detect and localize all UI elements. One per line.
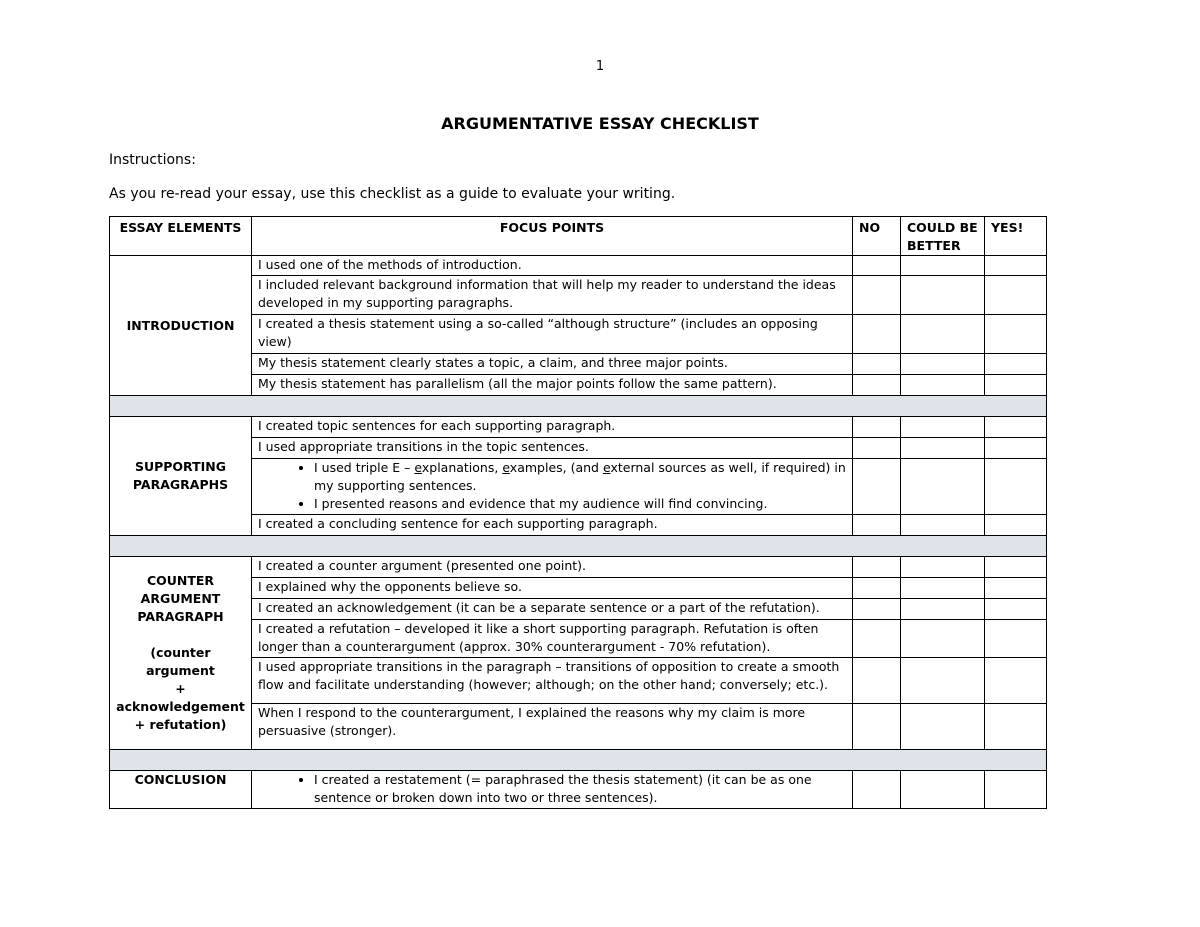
focus-point: I created a concluding sentence for each supporting paragraph. bbox=[252, 515, 853, 536]
focus-point: I used one of the methods of introduction. bbox=[252, 256, 853, 276]
could-be-better-checkbox-cell[interactable] bbox=[901, 599, 985, 620]
focus-point: When I respond to the counterargument, I explained the reasons why my claim is more persuasive (stronger). bbox=[252, 704, 853, 750]
focus-point: I created a refutation – developed it like a short supporting paragraph. Refutation is often longer than a counterargument (approx. 30% counterargument - 70% refutation). bbox=[252, 620, 853, 658]
header-row bbox=[110, 217, 1047, 256]
yes-checkbox-cell[interactable] bbox=[985, 557, 1047, 578]
yes-checkbox-cell[interactable] bbox=[985, 315, 1047, 354]
bullet-triple-e: • I used triple E – explanations, examples, (and external sources as well, if required) in my supporting sentences. bbox=[314, 459, 846, 495]
yes-checkbox-cell[interactable] bbox=[985, 578, 1047, 599]
focus-point: My thesis statement has parallelism (all the major points follow the same pattern). bbox=[252, 375, 853, 396]
yes-checkbox-cell[interactable] bbox=[985, 276, 1047, 315]
no-checkbox-cell[interactable] bbox=[853, 438, 901, 459]
yes-checkbox-cell[interactable] bbox=[985, 256, 1047, 276]
header-essay-elements: ESSAY ELEMENTS bbox=[110, 217, 252, 256]
yes-checkbox-cell[interactable] bbox=[985, 704, 1047, 750]
could-be-better-checkbox-cell[interactable] bbox=[901, 704, 985, 750]
no-checkbox-cell[interactable] bbox=[853, 256, 901, 276]
table-row bbox=[110, 557, 1047, 578]
focus-point: I created an acknowledgement (it can be a separate sentence or a part of the refutation). bbox=[252, 599, 853, 620]
could-be-better-checkbox-cell[interactable] bbox=[901, 658, 985, 704]
header-no: NO bbox=[853, 217, 901, 256]
yes-checkbox-cell[interactable] bbox=[985, 354, 1047, 375]
could-be-better-checkbox-cell[interactable] bbox=[901, 276, 985, 315]
could-be-better-checkbox-cell[interactable] bbox=[901, 375, 985, 396]
no-checkbox-cell[interactable] bbox=[853, 276, 901, 315]
counter-argument-label: COUNTER ARGUMENT PARAGRAPH (counter argument + acknowledgement + refutation) bbox=[110, 557, 252, 750]
no-checkbox-cell[interactable] bbox=[853, 771, 901, 809]
could-be-better-checkbox-cell[interactable] bbox=[901, 515, 985, 536]
focus-point-bullets bbox=[252, 459, 853, 515]
document-title: ARGUMENTATIVE ESSAY CHECKLIST bbox=[441, 114, 759, 133]
could-be-better-checkbox-cell[interactable] bbox=[901, 417, 985, 438]
focus-point: I included relevant background information that will help my reader to understand the ideas developed in my supporting paragraphs. bbox=[252, 276, 853, 315]
instructions-text: As you re-read your essay, use this checklist as a guide to evaluate your writing. bbox=[109, 186, 676, 202]
instructions-label: Instructions: bbox=[109, 152, 196, 168]
no-checkbox-cell[interactable] bbox=[853, 354, 901, 375]
could-be-better-checkbox-cell[interactable] bbox=[901, 438, 985, 459]
could-be-better-checkbox-cell[interactable] bbox=[901, 620, 985, 658]
yes-checkbox-cell[interactable] bbox=[985, 658, 1047, 704]
no-checkbox-cell[interactable] bbox=[853, 515, 901, 536]
yes-checkbox-cell[interactable] bbox=[985, 438, 1047, 459]
page-number: 1 bbox=[595, 59, 605, 74]
section-separator bbox=[110, 536, 1047, 557]
focus-point: I created a counter argument (presented one point). bbox=[252, 557, 853, 578]
no-checkbox-cell[interactable] bbox=[853, 578, 901, 599]
no-checkbox-cell[interactable] bbox=[853, 620, 901, 658]
yes-checkbox-cell[interactable] bbox=[985, 599, 1047, 620]
yes-checkbox-cell[interactable] bbox=[985, 771, 1047, 809]
focus-point: I created a thesis statement using a so-called “although structure” (includes an opposing view) bbox=[252, 315, 853, 354]
could-be-better-checkbox-cell[interactable] bbox=[901, 354, 985, 375]
could-be-better-checkbox-cell[interactable] bbox=[901, 315, 985, 354]
focus-point: I used appropriate transitions in the paragraph – transitions of opposition to create a smooth flow and facilitate understanding (however; although; on the other hand; conversely; etc.). bbox=[252, 658, 853, 704]
no-checkbox-cell[interactable] bbox=[853, 315, 901, 354]
bullet-reasons-evidence: • I presented reasons and evidence that my audience will find convincing. bbox=[314, 495, 846, 513]
section-separator bbox=[110, 396, 1047, 417]
table-row bbox=[110, 417, 1047, 438]
header-focus-points: FOCUS POINTS bbox=[252, 217, 853, 256]
supporting-paragraphs-label: SUPPORTING PARAGRAPHS bbox=[110, 417, 252, 536]
introduction-label: INTRODUCTION bbox=[110, 256, 252, 396]
could-be-better-checkbox-cell[interactable] bbox=[901, 459, 985, 515]
could-be-better-checkbox-cell[interactable] bbox=[901, 578, 985, 599]
could-be-better-checkbox-cell[interactable] bbox=[901, 256, 985, 276]
table-row bbox=[110, 771, 1047, 809]
yes-checkbox-cell[interactable] bbox=[985, 515, 1047, 536]
no-checkbox-cell[interactable] bbox=[853, 459, 901, 515]
could-be-better-checkbox-cell[interactable] bbox=[901, 771, 985, 809]
no-checkbox-cell[interactable] bbox=[853, 417, 901, 438]
focus-point: My thesis statement clearly states a topic, a claim, and three major points. bbox=[252, 354, 853, 375]
focus-point: I used appropriate transitions in the topic sentences. bbox=[252, 438, 853, 459]
no-checkbox-cell[interactable] bbox=[853, 599, 901, 620]
yes-checkbox-cell[interactable] bbox=[985, 620, 1047, 658]
no-checkbox-cell[interactable] bbox=[853, 375, 901, 396]
focus-point-bullets bbox=[252, 771, 853, 809]
could-be-better-checkbox-cell[interactable] bbox=[901, 557, 985, 578]
checklist-table bbox=[109, 216, 1047, 809]
header-could-be-better: COULD BE BETTER bbox=[901, 217, 985, 256]
focus-point: I created topic sentences for each supporting paragraph. bbox=[252, 417, 853, 438]
yes-checkbox-cell[interactable] bbox=[985, 459, 1047, 515]
header-yes: YES! bbox=[985, 217, 1047, 256]
table-row bbox=[110, 256, 1047, 276]
yes-checkbox-cell[interactable] bbox=[985, 417, 1047, 438]
no-checkbox-cell[interactable] bbox=[853, 704, 901, 750]
conclusion-label: CONCLUSION bbox=[110, 771, 252, 809]
focus-point: I explained why the opponents believe so. bbox=[252, 578, 853, 599]
section-separator bbox=[110, 750, 1047, 771]
bullet-restatement: • I created a restatement (= paraphrased the thesis statement) (it can be as one sentence or broken down into two or three sentences). bbox=[314, 771, 846, 807]
no-checkbox-cell[interactable] bbox=[853, 557, 901, 578]
no-checkbox-cell[interactable] bbox=[853, 658, 901, 704]
yes-checkbox-cell[interactable] bbox=[985, 375, 1047, 396]
